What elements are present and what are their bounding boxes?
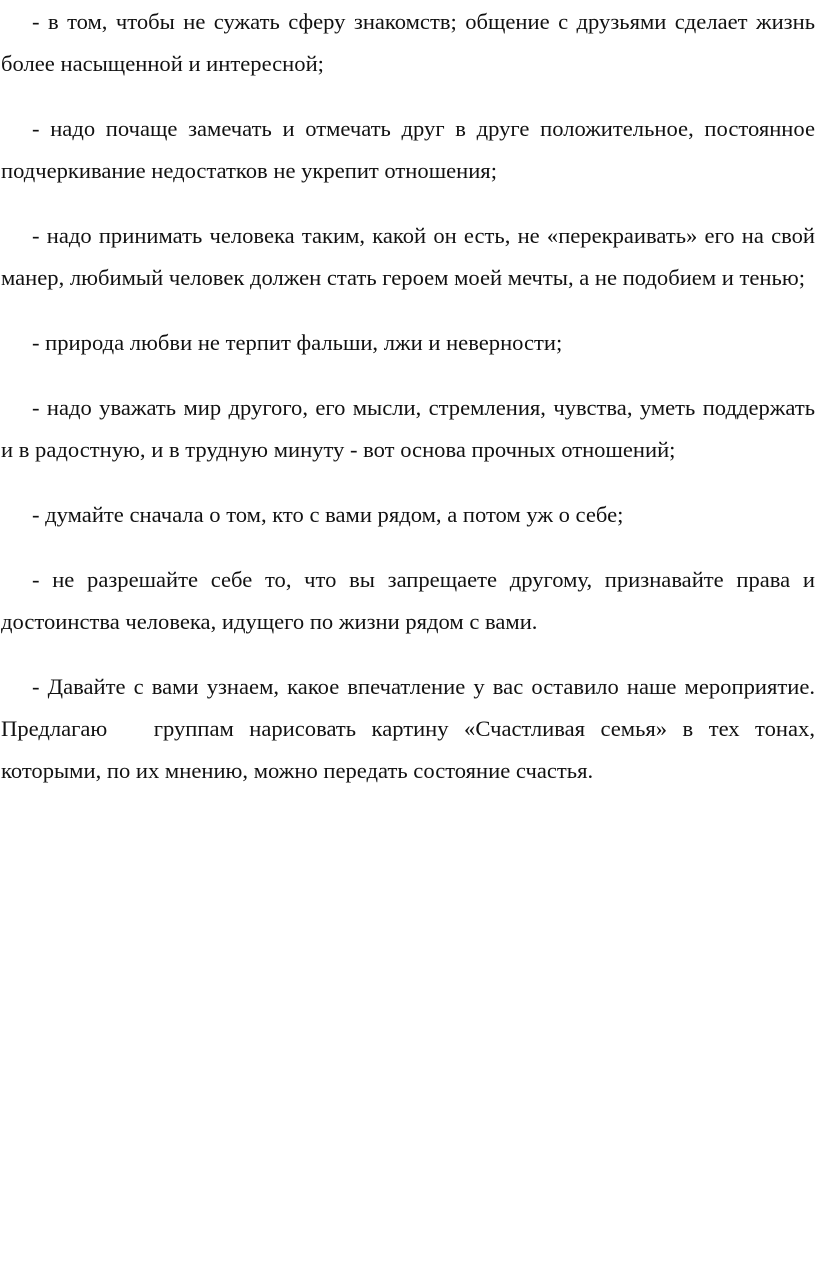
paragraph: - надо почаще замечать и отмечать друг в друге положительное, постоянное подчеркивание недостатков не укрепит отношения;: [1, 116, 815, 183]
paragraph: - в том, чтобы не сужать сферу знакомств; общение с друзьями сделает жизнь более насыщенной и интересной;: [1, 9, 815, 76]
paragraph: - надо принимать человека таким, какой он есть, не «перекраивать» его на свой манер, любимый человек должен стать героем моей мечты, а не подобием и тенью;: [1, 223, 815, 290]
paragraph: - природа любви не терпит фальши, лжи и неверности;: [32, 330, 563, 355]
paragraph: - не разрешайте себе то, что вы запрещаете другому, признавайте права и достоинства человека, идущего по жизни рядом с вами.: [1, 567, 815, 634]
paragraph: - надо уважать мир другого, его мысли, стремления, чувства, уметь поддержать и в радостную, и в трудную минуту - вот основа прочных отношений;: [1, 395, 815, 462]
document-body: [1, 1, 815, 792]
paragraph: - думайте сначала о том, кто с вами рядом, а потом уж о себе;: [32, 502, 624, 527]
paragraph: - Давайте с вами узнаем, какое впечатление у вас оставило наше мероприятие. Предлагаю группам нарисовать картину «Счастливая семья» в тех тонах, которыми, по их мнению, можно передать состояние счастья.: [1, 674, 815, 783]
